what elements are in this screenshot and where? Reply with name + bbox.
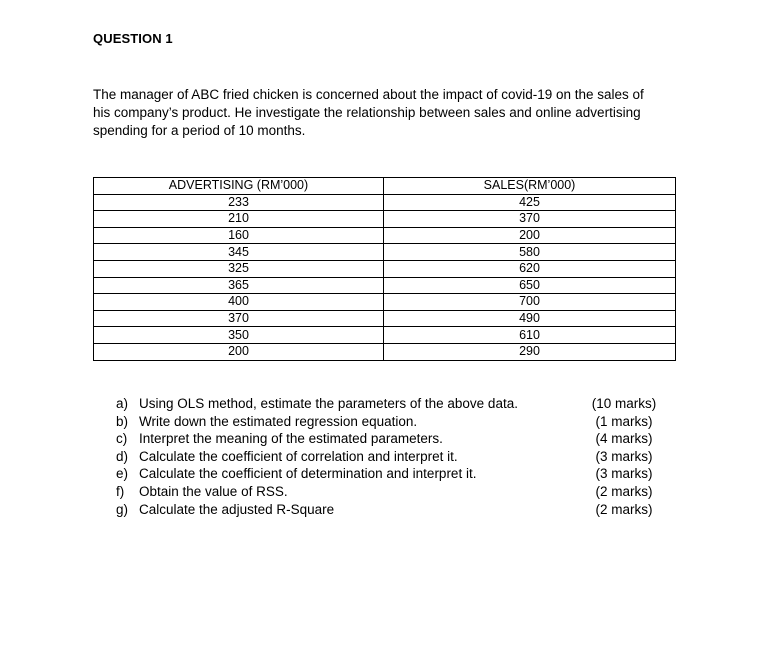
table-row: [94, 194, 676, 211]
sub-question-marks: (1 marks): [595, 413, 653, 429]
sub-question-d: [116, 448, 676, 466]
sub-question-marks: (3 marks): [595, 448, 653, 464]
sub-question-a: [116, 395, 676, 413]
sub-question-letter: e): [116, 466, 129, 482]
sales-cell: 200: [384, 227, 676, 244]
sales-cell: 370: [384, 211, 676, 228]
sales-column-header: SALES(RM’000): [384, 178, 676, 195]
sub-question-text: Obtain the value of RSS.: [139, 483, 288, 499]
sales-cell: 650: [384, 277, 676, 294]
table-row: [94, 227, 676, 244]
table-row: [94, 343, 676, 360]
sub-question-letter: f): [116, 483, 125, 499]
sub-question-text: Calculate the coefficient of correlation and interpret it.: [139, 448, 458, 464]
advertising-cell: 400: [94, 294, 384, 311]
table-header-row: [94, 178, 676, 195]
sub-question-letter: a): [116, 396, 129, 411]
sub-question-letter: c): [116, 431, 128, 447]
sub-question-marks: (2 marks): [595, 501, 653, 517]
sub-question-marks: (3 marks): [595, 466, 653, 482]
sales-cell: 610: [384, 327, 676, 344]
sub-question-list: [116, 395, 676, 518]
sales-cell: 620: [384, 260, 676, 277]
table-row: [94, 211, 676, 228]
sales-cell: 290: [384, 343, 676, 360]
sub-question-f: [116, 483, 676, 501]
table-row: [94, 244, 676, 261]
sub-question-e: [116, 465, 676, 483]
sub-question-marks: (10 marks): [591, 396, 657, 411]
advertising-cell: 365: [94, 277, 384, 294]
problem-statement-line: The manager of ABC fried chicken is concerned about the impact of covid-19 on the sales of: [93, 87, 644, 102]
advertising-cell: 200: [94, 343, 384, 360]
sub-question-text: Using OLS method, estimate the parameters of the above data.: [139, 396, 518, 411]
sub-question-letter: b): [116, 413, 129, 429]
question-heading: QUESTION 1: [93, 31, 173, 46]
sub-question-g: [116, 501, 676, 519]
sales-cell: 425: [384, 194, 676, 211]
table-row: [94, 310, 676, 327]
sub-question-letter: g): [116, 501, 129, 517]
advertising-cell: 350: [94, 327, 384, 344]
sales-cell: 700: [384, 294, 676, 311]
advertising-cell: 160: [94, 227, 384, 244]
advertising-column-header: ADVERTISING (RM’000): [94, 178, 384, 195]
sub-question-text: Calculate the adjusted R-Square: [139, 501, 335, 517]
table-row: [94, 294, 676, 311]
table-row: [94, 327, 676, 344]
problem-statement-line: spending for a period of 10 months.: [93, 123, 306, 138]
sales-cell: 580: [384, 244, 676, 261]
sub-question-marks: (2 marks): [595, 483, 653, 499]
table-row: [94, 277, 676, 294]
sub-question-c: [116, 430, 676, 448]
sub-question-letter: d): [116, 448, 129, 464]
table-row: [94, 260, 676, 277]
sub-question-text: Interpret the meaning of the estimated parameters.: [139, 431, 443, 447]
sub-question-marks: (4 marks): [595, 431, 653, 447]
sub-question-text: Calculate the coefficient of determination and interpret it.: [139, 466, 477, 482]
sub-question-text: Write down the estimated regression equation.: [139, 413, 418, 429]
advertising-sales-table: [93, 177, 676, 361]
advertising-cell: 370: [94, 310, 384, 327]
problem-statement: [93, 86, 693, 140]
advertising-cell: 325: [94, 260, 384, 277]
problem-statement-line: his company’s product. He investigate the relationship between sales and online advertising: [93, 105, 641, 120]
sub-question-b: [116, 413, 676, 431]
advertising-cell: 233: [94, 194, 384, 211]
advertising-cell: 345: [94, 244, 384, 261]
advertising-cell: 210: [94, 211, 384, 228]
sales-cell: 490: [384, 310, 676, 327]
